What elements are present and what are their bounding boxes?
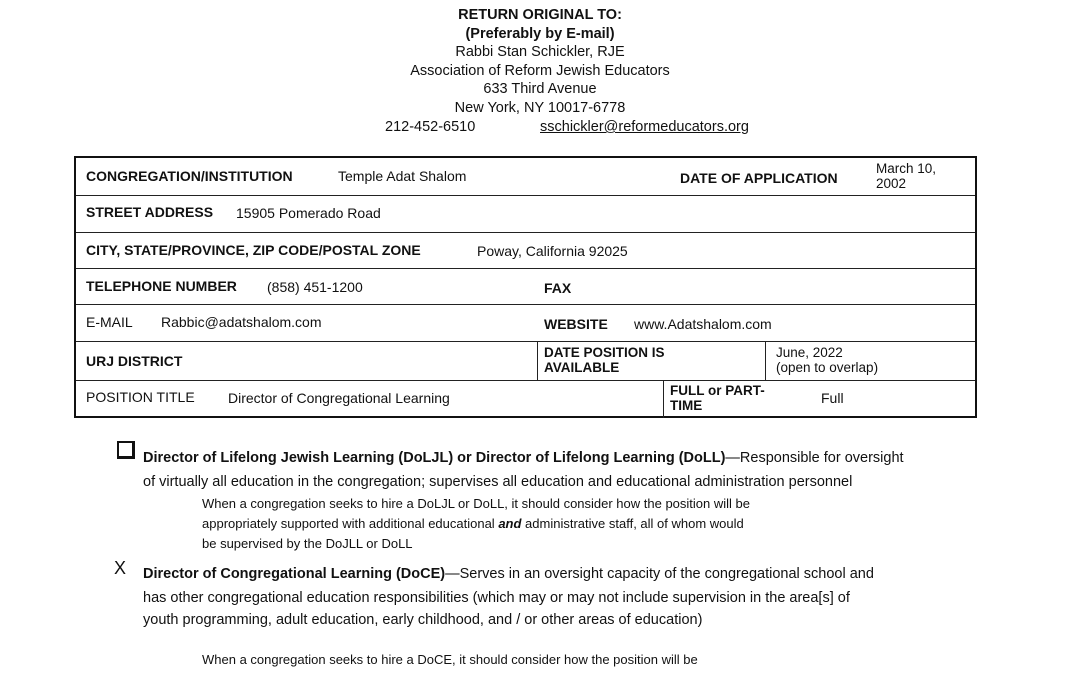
option-dolj-description-line2: of virtually all education in the congregation; supervises all education and educational administration personnel	[143, 474, 853, 490]
option-doce-description-line3: youth programming, adult education, early childhood, and / or other areas of education)	[143, 612, 703, 628]
option-dolj-title: Director of Lifelong Jewish Learning (DoLJL) or Director of Lifelong Learning (DoLL)	[143, 450, 726, 466]
option-dolj-note-line3: be supervised by the DoJLL or DoLL	[202, 536, 413, 551]
district-divider	[537, 342, 538, 380]
doce-selected-mark[interactable]: X	[114, 558, 127, 578]
organization-name: Association of Reform Jewish Educators	[410, 62, 670, 79]
date-of-application-value-line1: March 10,	[876, 161, 937, 176]
email-label: E-MAIL	[86, 314, 133, 330]
contact-line	[385, 119, 749, 135]
website-label: WEBSITE	[544, 316, 608, 332]
city-state-zip-label: CITY, STATE/PROVINCE, ZIP CODE/POSTAL ZONE	[86, 242, 421, 258]
form-row-congregation	[76, 158, 975, 196]
form-row-street	[76, 196, 975, 233]
congregation-label: CONGREGATION/INSTITUTION	[86, 168, 293, 184]
position-title-value: Director of Congregational Learning	[228, 390, 450, 406]
option-dolj-note-line1: When a congregation seeks to hire a DoLJL or DoLL, it should consider how the position will be	[202, 496, 750, 511]
option-dolj-description-start: —Responsible for oversight	[725, 450, 904, 466]
form-row-district	[76, 342, 975, 381]
full-or-part-time-value: Full	[821, 390, 844, 406]
full-part-label-line1: FULL or PART-	[670, 383, 765, 398]
date-position-label-line2: AVAILABLE	[544, 360, 620, 375]
telephone-value: (858) 451-1200	[267, 279, 363, 295]
street-line: 633 Third Avenue	[483, 81, 597, 97]
return-heading: RETURN ORIGINAL TO:	[458, 7, 622, 23]
urj-district-label: URJ DISTRICT	[86, 353, 183, 369]
option-doce-text	[143, 563, 874, 585]
street-address-label: STREET ADDRESS	[86, 204, 214, 220]
email-value: Rabbic@adatshalom.com	[161, 314, 322, 330]
date-position-value-line1: June, 2022	[776, 345, 843, 360]
position-title-divider	[663, 381, 664, 418]
telephone-label: TELEPHONE NUMBER	[86, 278, 237, 294]
date-of-application-value-line2: 2002	[876, 176, 907, 191]
note-line2-part-c: administrative staff, all of whom would	[521, 516, 744, 531]
option-doce-title: Director of Congregational Learning (DoCE)	[143, 566, 446, 582]
date-position-value-line2: (open to overlap)	[776, 360, 879, 375]
note-line2-emphasis: and	[498, 516, 522, 531]
full-part-label-line2: TIME	[670, 398, 703, 413]
date-position-available-label	[544, 345, 665, 375]
form-row-city	[76, 233, 975, 269]
website-value: www.Adatshalom.com	[634, 316, 772, 332]
position-title-label: POSITION TITLE	[86, 389, 195, 405]
option-dolj-note-line2	[202, 513, 744, 534]
form-row-telephone	[76, 269, 975, 305]
form-row-position-title	[76, 381, 975, 418]
option-doce-note-line1: When a congregation seeks to hire a DoCE, it should consider how the position will be	[202, 652, 698, 667]
city-line: New York, NY 10017-6778	[454, 99, 626, 116]
note-line2-part-a: appropriately supported with additional educational	[202, 516, 499, 531]
fax-label: FAX	[544, 280, 572, 296]
street-address-value: 15905 Pomerado Road	[236, 205, 381, 221]
application-form-table	[74, 156, 977, 418]
dolj-checkbox[interactable]	[117, 441, 135, 459]
date-of-application-label: DATE OF APPLICATION	[680, 170, 838, 186]
option-doce-description-line2: has other congregational education responsibilities (which may or may not include supervision in the area[s] of	[143, 590, 850, 606]
option-doce-description-start: —Serves in an oversight capacity of the congregational school and	[445, 566, 874, 582]
contact-email-link[interactable]: sschickler@reformeducators.org	[540, 119, 749, 135]
recipient-name: Rabbi Stan Schickler, RJE	[455, 44, 625, 60]
date-position-label-line1: DATE POSITION IS	[544, 345, 665, 360]
full-or-part-time-label	[670, 383, 765, 413]
option-dolj-text	[143, 447, 983, 469]
contact-phone: 212-452-6510	[385, 119, 476, 135]
city-state-zip-value: Poway, California 92025	[477, 243, 628, 259]
form-row-email	[76, 305, 975, 342]
congregation-value: Temple Adat Shalom	[338, 168, 467, 184]
date-of-application-value	[876, 161, 936, 191]
date-position-available-value	[776, 345, 878, 375]
email-preference-note: (Preferably by E-mail)	[465, 25, 615, 42]
return-address-block	[0, 6, 1080, 117]
date-position-divider	[765, 342, 766, 380]
